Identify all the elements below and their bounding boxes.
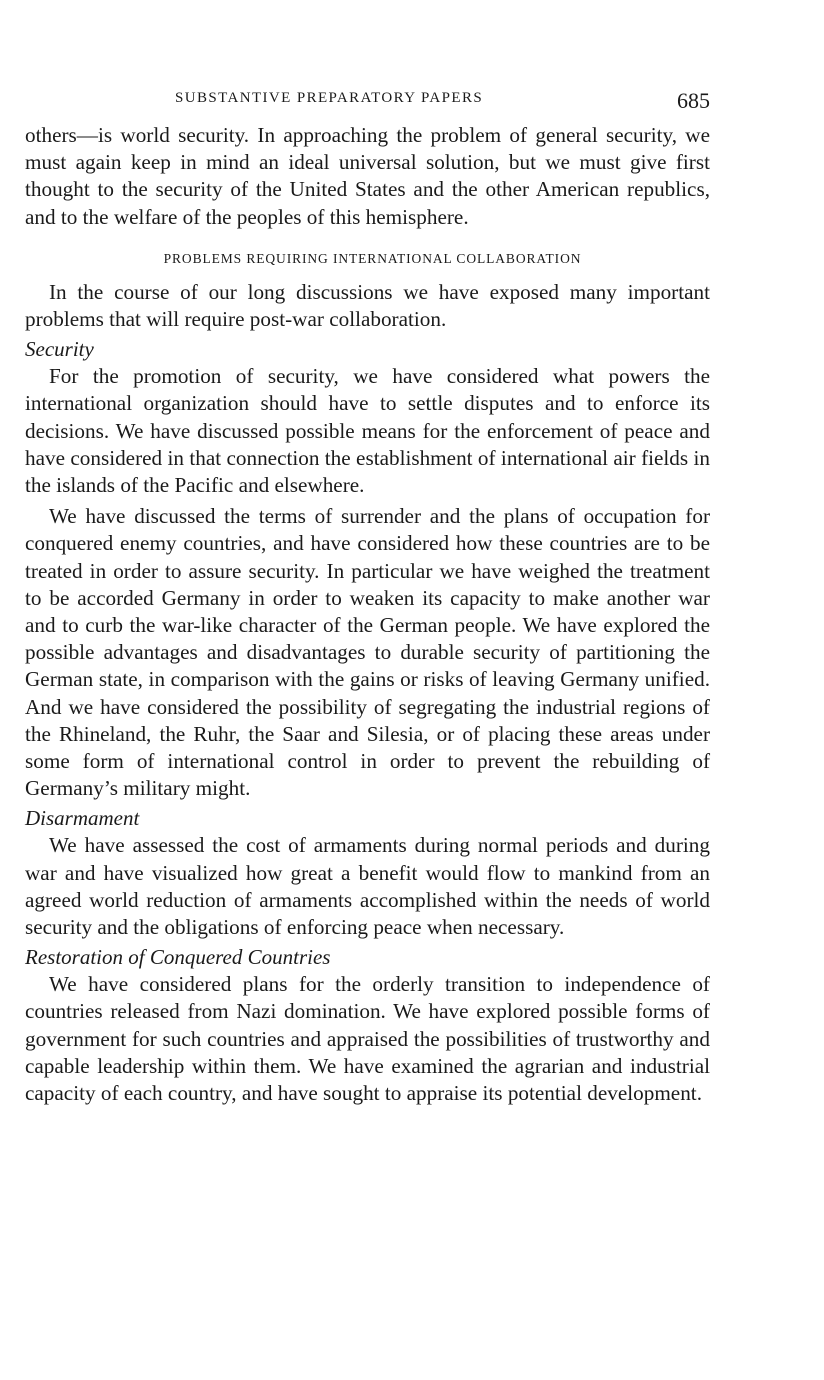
- subhead-disarmament: Disarmament: [25, 806, 140, 831]
- restoration-paragraph-1: We have considered plans for the orderly transition to independence of countries released from Nazi domination. We have explored possible forms of government for such countries and appraised the possibilities of trustworthy and capable leadership within them. We have examined the agrarian and industrial capacity of each country, and have sought to appraise its potential development.: [25, 972, 710, 1106]
- document-page: [25, 82, 710, 1107]
- running-title: SUBSTANTIVE PREPARATORY PAPERS: [175, 90, 484, 106]
- subhead-restoration: Restoration of Conquered Countries: [25, 945, 331, 970]
- security-paragraph-1: For the promotion of security, we have considered what powers the international organization should have to settle disputes and to enforce its decisions. We have discussed possible means for the enforcement of peace and have considered in that connection the establishment of international air fields in the islands of the Pacific and elsewhere.: [25, 364, 710, 498]
- section-heading: PROBLEMS REQUIRING INTERNATIONAL COLLABORATION: [163, 250, 582, 266]
- section-intro-paragraph: In the course of our long discussions we have exposed many important problems that will require post-war collaboration.: [25, 279, 710, 332]
- disarmament-paragraph-1: We have assessed the cost of armaments during normal periods and during war and have visualized how great a benefit would flow to mankind from an agreed world reduction of armaments accomplished within the needs of world security and the obligations of enforcing peace when necessary.: [25, 833, 710, 940]
- security-paragraph-2: We have discussed the terms of surrender and the plans of occupation for conquered enemy countries, and have considered how these countries are to be treated in order to assure security. In particular we have weighed the treatment to be accorded Germany in order to weaken its capacity to make another war and to curb the war-like character of the German people. We have explored the possible advantages and disadvantages to durable security of partitioning the German state, in comparison with the gains or risks of leaving Germany unified. And we have considered the possibility of segregating the industrial regions of the Rhineland, the Ruhr, the Saar and Silesia, or of placing these areas under some form of international control in order to prevent the rebuilding of Germany’s military might.: [25, 504, 710, 801]
- opening-paragraph: others—is world security. In approaching the problem of general security, we must again keep in mind an ideal universal solution, but we must give first thought to the security of the United States and the other American republics, and to the welfare of the peoples of this hemisphere.: [25, 123, 710, 229]
- subhead-security: Security: [25, 337, 94, 362]
- page-number: 685: [677, 88, 710, 113]
- running-header: [25, 82, 710, 122]
